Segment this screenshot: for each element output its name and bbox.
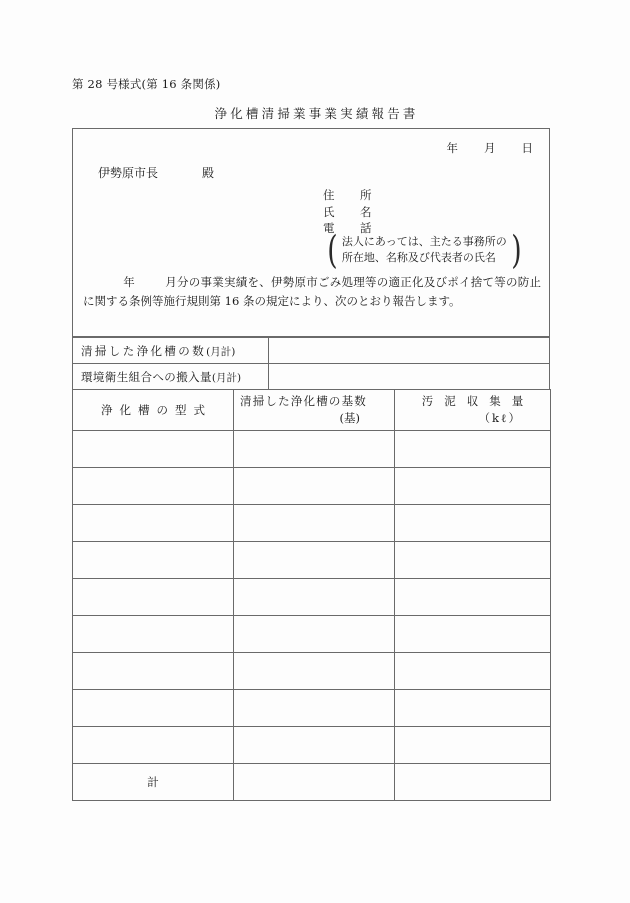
cell-sludge-volume[interactable] [395,468,551,505]
table-row [73,431,551,468]
table-row [73,338,550,364]
sender-address-row [323,187,379,204]
table-row [73,690,551,727]
table-total-row [73,764,551,801]
total-label: 計 [73,764,234,801]
brace-left-icon: ( [327,228,338,272]
table-row [73,727,551,764]
sender-name-label: 氏 名 [323,204,379,219]
table-row [73,468,551,505]
cell-sludge-volume[interactable] [395,431,551,468]
column-header-sludge-volume: 汚泥収集量 （kℓ） [395,390,551,431]
cell-sludge-volume[interactable] [395,505,551,542]
cell-tank-type[interactable] [73,727,234,764]
table-row [73,616,551,653]
cell-tank-type[interactable] [73,690,234,727]
table-header-row [73,390,551,431]
date-month-label: 月 [484,141,496,155]
cell-sludge-volume[interactable] [395,653,551,690]
cell-tank-type[interactable] [73,431,234,468]
cell-sludge-volume[interactable] [395,579,551,616]
summary-label-cleaned-count: 清掃した浄化槽の数(月計) [73,338,269,364]
cell-cleaned-units[interactable] [234,727,395,764]
addressee-name: 伊勢原市長 [98,166,159,180]
cell-cleaned-units[interactable] [234,542,395,579]
cell-tank-type[interactable] [73,505,234,542]
data-table [72,389,551,801]
addressee [98,164,214,181]
total-cleaned-units[interactable] [234,764,395,801]
corporate-note-line2: 所在地、名称及び代表者の氏名 [341,251,496,264]
header-box [72,128,550,337]
summary-table [72,337,550,390]
table-row [73,579,551,616]
cell-sludge-volume[interactable] [395,690,551,727]
table-row [73,542,551,579]
date-year-label: 年 [446,141,458,155]
cell-cleaned-units[interactable] [234,653,395,690]
date-day-label: 日 [521,141,533,155]
cell-sludge-volume[interactable] [395,616,551,653]
table-row [73,505,551,542]
cell-tank-type[interactable] [73,653,234,690]
body-paragraph [83,273,541,311]
column-header-cleaned-units: 清掃した浄化槽の基数 (基) [234,390,395,431]
sender-address-label: 住 所 [323,188,379,202]
cell-cleaned-units[interactable] [234,690,395,727]
cell-tank-type[interactable] [73,468,234,505]
body-year-label: 年 [123,275,135,289]
cell-cleaned-units[interactable] [234,579,395,616]
cell-sludge-volume[interactable] [395,542,551,579]
form-number: 第 28 号様式(第 16 条関係) [72,77,221,91]
cell-sludge-volume[interactable] [395,727,551,764]
cell-cleaned-units[interactable] [234,505,395,542]
corporate-note-line1: 法人にあっては、主たる事務所の [341,235,507,248]
table-row [73,364,550,390]
cell-cleaned-units[interactable] [234,468,395,505]
brace-right-icon: ) [510,228,522,272]
summary-value-cleaned-count[interactable] [269,338,550,364]
total-sludge-volume[interactable] [395,764,551,801]
sender-name-row [323,204,379,221]
sender-phone-label: 電 話 [323,221,379,235]
column-header-tank-type: 浄化槽の型式 [73,390,234,431]
cell-tank-type[interactable] [73,616,234,653]
summary-value-delivered-volume[interactable] [269,364,550,390]
corporate-note [325,228,524,272]
summary-label-delivered-volume: 環境衛生組合への搬入量(月計) [73,364,269,390]
cell-cleaned-units[interactable] [234,616,395,653]
cell-tank-type[interactable] [73,579,234,616]
document-title: 浄化槽清掃業事業実績報告書 [214,106,419,121]
cell-tank-type[interactable] [73,542,234,579]
body-text: 月分の事業実績を、伊勢原市ごみ処理等の適正化及びポイ捨て等の防止に関する条例等施行規則第 16 条の規定により、次のとおり報告します。 [83,275,541,308]
date-line [447,140,534,156]
table-row [73,653,551,690]
data-table-body [73,431,551,801]
addressee-honorific: 殿 [202,166,215,180]
cell-cleaned-units[interactable] [234,431,395,468]
